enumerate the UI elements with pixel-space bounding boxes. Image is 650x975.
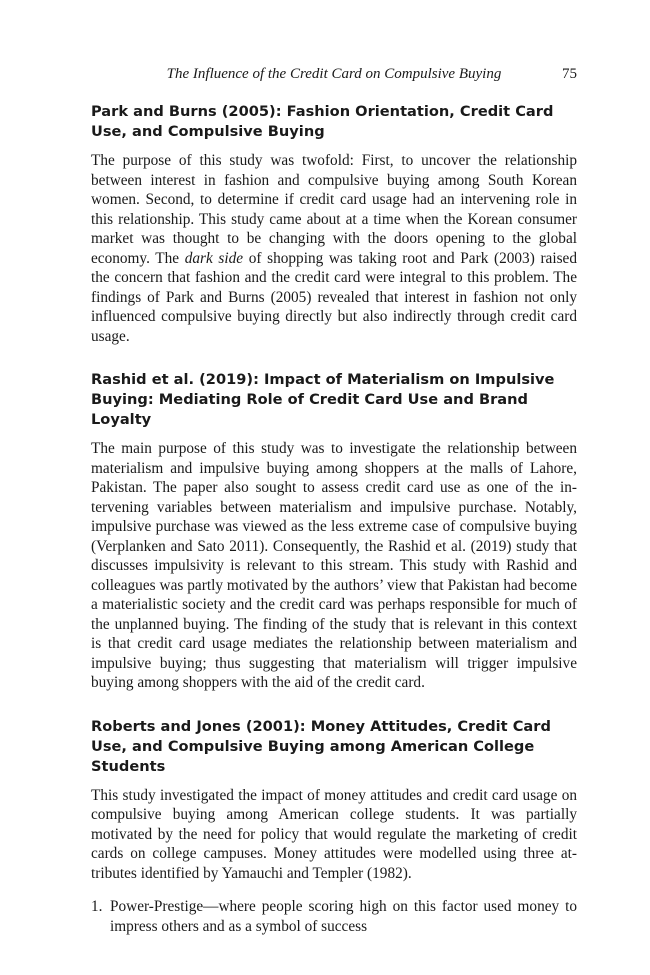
section-paragraph: [91, 151, 577, 346]
page-body: [91, 102, 577, 936]
page-number: 75: [562, 66, 577, 82]
section-heading: Roberts and Jones (2001): Money Attitudes, Credit Card Use, and Compulsive Buying among American College Students: [91, 717, 551, 775]
running-head-title: The Influence of the Credit Card on Compulsive Buying: [166, 66, 502, 82]
section-rashid: [91, 370, 577, 693]
paragraph-text: of shopping was taking root and Park (2003) raised the concern that fashion and the credit card were integral to this problem. The findings of Park and Burns (2005) revealed that interest in fashion not only influenced compulsive buying directly but also indirectly through credit card usage.: [91, 249, 577, 345]
running-head: [91, 66, 577, 86]
section-heading: Rashid et al. (2019): Impact of Materialism on Impulsive Buying: Mediating Role of Credit Card Use and Brand Loyalty: [91, 371, 555, 428]
paragraph-text: The purpose of this study was twofold: First, to uncover the relationship between interest in fashion and compulsive buying among South Korean women. Second, to determine if credit card usage had an intervening role in this relationship. This study came about at a time when the Korean consumer market was thought to be changing with the doors opening to the global economy. The: [91, 152, 577, 267]
list-item-text: Power-Prestige—where people scoring high on this factor used money to impress others and as a symbol of success: [110, 898, 577, 935]
section-paragraph: This study investigated the impact of money attitudes and credit card usage on compulsive buying among American college students. It was partially motivated by the need for policy that would regulate the marketing of credit cards on college campuses. Money attitudes were modelled using three attributes identified by Yamauchi and Templer (1982).: [91, 786, 577, 882]
list-item: [91, 897, 577, 936]
attribute-list: [91, 897, 577, 936]
list-item-number: 1.: [91, 898, 103, 915]
section-roberts-jones: [91, 717, 577, 937]
section-paragraph: The main purpose of this study was to investigate the relationship between materialism and impulsive buying among shoppers at the malls of Lahore, Pakistan. The paper also sought to assess credit card use as one of the intervening variables between materialism and impulsive purchase. Notably, impulsive purchase was viewed as the less extreme case of compulsive buying (Verplanken and Sato 2011). Consequently, the Rashid et al. (2019) study that discusses impulsivity is relevant to this stream. This study with Rashid and colleagues was partly motivated by the authors’ view that Pakistan had become a materialistic society and the credit card was perhaps responsible for much of the unplanned buying. The finding of the study that is relevant in this context is that credit card usage mediates the relationship between materialism and impulsive buying; thus suggesting that materialism will trigger impulsive buying among shoppers with the aid of the credit card.: [91, 440, 577, 691]
section-park-burns: [91, 102, 577, 346]
emphasized-phrase: dark side: [184, 249, 244, 267]
section-heading: Park and Burns (2005): Fashion Orientation, Credit Card Use, and Compulsive Buying: [91, 103, 554, 140]
